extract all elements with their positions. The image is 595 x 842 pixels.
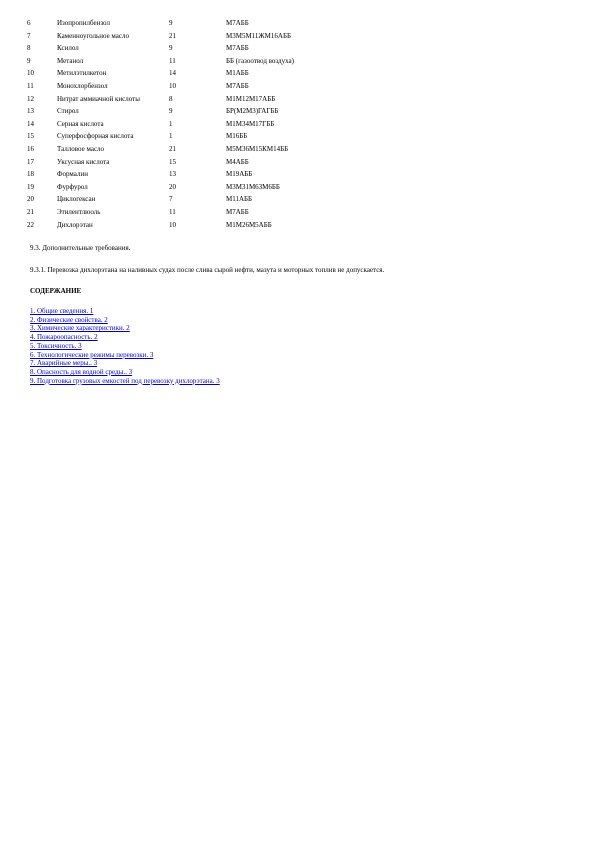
cargo-name: Формалин bbox=[57, 170, 88, 179]
protection-code: М1М34М17ГББ bbox=[226, 119, 275, 128]
toc-link[interactable]: 7. Аварийные меры.. 3 bbox=[30, 359, 98, 368]
cargo-name: Серная кислота bbox=[57, 119, 104, 128]
table-row bbox=[27, 207, 366, 220]
compatibility-group: 9 bbox=[169, 44, 173, 53]
cargo-name: Фурфурол bbox=[57, 182, 88, 191]
protection-code: М11АББ bbox=[226, 195, 253, 204]
toc-item bbox=[30, 316, 220, 325]
row-number: 19 bbox=[27, 182, 34, 191]
protection-code: М1АББ bbox=[226, 69, 249, 78]
protection-code: М3М31М6ЗМ6ББ bbox=[226, 182, 280, 191]
table-row bbox=[27, 106, 366, 119]
table-row bbox=[27, 220, 366, 233]
row-number: 9 bbox=[27, 56, 31, 65]
compatibility-group: 11 bbox=[169, 207, 176, 216]
toc-title: СОДЕРЖАНИЕ bbox=[30, 287, 82, 295]
toc-item bbox=[30, 359, 220, 368]
table-row bbox=[27, 43, 366, 56]
cargo-name: Каменноугольное масло bbox=[57, 31, 130, 40]
protection-code: М3М5М11ЖМ16АББ bbox=[226, 31, 292, 40]
cargo-table bbox=[27, 18, 366, 232]
table-row bbox=[27, 81, 366, 94]
protection-code: М7АББ bbox=[226, 81, 249, 90]
toc-item bbox=[30, 307, 220, 316]
table-row bbox=[27, 194, 366, 207]
row-number: 7 bbox=[27, 31, 31, 40]
toc-link[interactable]: 4. Пожароопасность. 2 bbox=[30, 333, 98, 342]
row-number: 15 bbox=[27, 132, 34, 141]
protection-code: БР(М2М3)ГАГББ bbox=[226, 107, 279, 116]
compatibility-group: 9 bbox=[169, 19, 173, 27]
protection-code: М5М36М15КМ14ББ bbox=[226, 144, 289, 153]
section-9-3-1-text: 9.3.1. Перевозка дихлорэтана на наливных судах после слива сырой нефти, мазута и моторных топлив не допускается. bbox=[30, 266, 385, 274]
cargo-name: Этилентлюоль bbox=[57, 207, 101, 216]
protection-code: М7АББ bbox=[226, 44, 249, 53]
cargo-name: Метанол bbox=[57, 56, 84, 65]
cargo-name: Талловое масло bbox=[57, 144, 105, 153]
row-number: 22 bbox=[27, 220, 34, 229]
row-number: 14 bbox=[27, 119, 34, 128]
protection-code: М19АББ bbox=[226, 170, 253, 179]
cargo-name: Циклогексан bbox=[57, 195, 96, 204]
table-row bbox=[27, 119, 366, 132]
table-row bbox=[27, 56, 366, 69]
row-number: 18 bbox=[27, 170, 34, 179]
compatibility-group: 21 bbox=[169, 31, 176, 40]
row-number: 11 bbox=[27, 81, 34, 90]
compatibility-group: 10 bbox=[169, 81, 176, 90]
toc-link[interactable]: 3. Химические характеристики. 2 bbox=[30, 324, 130, 333]
row-number: 12 bbox=[27, 94, 34, 103]
cargo-table-body bbox=[27, 18, 366, 232]
row-number: 16 bbox=[27, 144, 34, 153]
toc-link[interactable]: 1. Общие сведения. 1 bbox=[30, 307, 94, 315]
toc-item bbox=[30, 351, 220, 360]
row-number: 10 bbox=[27, 69, 34, 78]
compatibility-group: 11 bbox=[169, 56, 176, 65]
row-number: 20 bbox=[27, 195, 34, 204]
table-row bbox=[27, 157, 366, 170]
cargo-name: Монохлорбензол bbox=[57, 81, 108, 90]
toc-item bbox=[30, 377, 220, 386]
table-row bbox=[27, 94, 366, 107]
toc-link[interactable]: 5. Токсичность. 3 bbox=[30, 341, 82, 350]
compatibility-group: 13 bbox=[169, 170, 176, 179]
protection-code: М16ББ bbox=[226, 132, 248, 141]
table-row bbox=[27, 144, 366, 157]
protection-code: М7АББ bbox=[226, 19, 249, 27]
cargo-name: Изопропилбензол bbox=[57, 19, 110, 27]
toc-link[interactable]: 6. Технологические режимы перевозки. 3 bbox=[30, 350, 154, 359]
compatibility-group: 8 bbox=[169, 94, 173, 103]
cargo-name: Метилэтилкетон bbox=[57, 69, 107, 78]
row-number: 17 bbox=[27, 157, 34, 166]
table-row bbox=[27, 131, 366, 144]
cargo-name: Уксусная кислота bbox=[57, 157, 110, 166]
cargo-name: Ксилол bbox=[57, 44, 79, 53]
row-number: 8 bbox=[27, 44, 31, 53]
compatibility-group: 15 bbox=[169, 157, 176, 166]
compatibility-group: 1 bbox=[169, 119, 173, 128]
cargo-name: Суперфосфорная кислота bbox=[57, 132, 134, 141]
toc-link[interactable]: 8. Опасность для водной среды.. 3 bbox=[30, 367, 133, 376]
compatibility-group: 10 bbox=[169, 220, 176, 229]
toc-item bbox=[30, 324, 220, 333]
table-row bbox=[27, 31, 366, 44]
toc-link[interactable]: 2. Физические свойства. 2 bbox=[30, 315, 108, 324]
cargo-name: Дихлорэтан bbox=[57, 220, 93, 229]
protection-code: М1М26М5АББ bbox=[226, 220, 272, 229]
protection-code: М4АББ bbox=[226, 157, 249, 166]
compatibility-group: 20 bbox=[169, 182, 176, 191]
row-number: 6 bbox=[27, 19, 31, 27]
row-number: 21 bbox=[27, 207, 34, 216]
table-row bbox=[27, 18, 366, 31]
protection-code: М1М12М17АББ bbox=[226, 94, 276, 103]
toc-item bbox=[30, 342, 220, 351]
toc-item bbox=[30, 368, 220, 377]
toc-link[interactable]: 9. Подготовка грузовых емкостей под перевозку дихлорэтана. 3 bbox=[30, 376, 220, 385]
cargo-name: Стирол bbox=[57, 107, 79, 116]
cargo-name: Нитрат аммиачной кислоты bbox=[57, 94, 140, 103]
protection-code: ББ (газоотвод воздуха) bbox=[226, 56, 294, 65]
section-9-3-heading: 9.3. Дополнительные требования. bbox=[30, 244, 131, 252]
compatibility-group: 9 bbox=[169, 107, 173, 116]
row-number: 13 bbox=[27, 107, 34, 116]
compatibility-group: 21 bbox=[169, 144, 176, 153]
table-row bbox=[27, 68, 366, 81]
table-row bbox=[27, 169, 366, 182]
compatibility-group: 1 bbox=[169, 132, 173, 141]
toc-item bbox=[30, 333, 220, 342]
protection-code: М7АББ bbox=[226, 207, 249, 216]
toc-list bbox=[30, 307, 220, 385]
table-row bbox=[27, 182, 366, 195]
compatibility-group: 14 bbox=[169, 69, 176, 78]
compatibility-group: 7 bbox=[169, 195, 173, 204]
